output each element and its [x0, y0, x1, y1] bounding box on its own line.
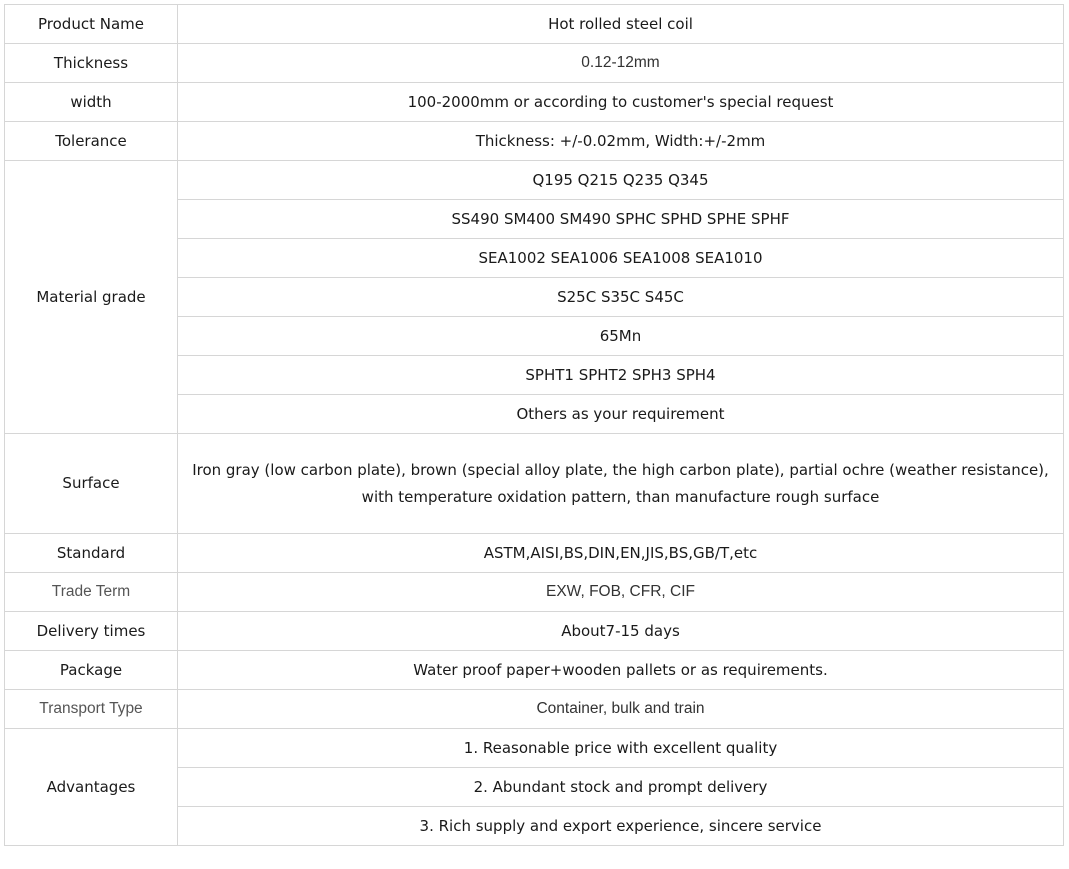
- row-label: Trade Term: [5, 573, 178, 612]
- row-value: Hot rolled steel coil: [178, 5, 1064, 44]
- row-label: Package: [5, 651, 178, 690]
- table-row-thickness: [5, 44, 1064, 83]
- row-label: Transport Type: [5, 690, 178, 729]
- row-value: Iron gray (low carbon plate), brown (special alloy plate, the high carbon plate), partial ochre (weather resistance), with temperature oxidation pattern, than manufacture rough surface: [178, 434, 1064, 534]
- row-label: Delivery times: [5, 612, 178, 651]
- table-row-surface: [5, 434, 1064, 534]
- table-row-tolerance: [5, 122, 1064, 161]
- table-row-delivery-times: [5, 612, 1064, 651]
- row-label: Tolerance: [5, 122, 178, 161]
- material-grade-item: SS490 SM400 SM490 SPHC SPHD SPHE SPHF: [178, 200, 1064, 239]
- table-row-width: [5, 83, 1064, 122]
- row-value: ASTM,AISI,BS,DIN,EN,JIS,BS,GB/T,etc: [178, 534, 1064, 573]
- table-row-material-grade: [5, 161, 1064, 200]
- advantage-item: 1. Reasonable price with excellent quality: [178, 729, 1064, 768]
- row-label: width: [5, 83, 178, 122]
- table-row-advantages: [5, 729, 1064, 768]
- row-value: About7-15 days: [178, 612, 1064, 651]
- row-label: Material grade: [5, 161, 178, 434]
- material-grade-item: 65Mn: [178, 317, 1064, 356]
- row-label: Product Name: [5, 5, 178, 44]
- row-value: 0.12-12mm: [178, 44, 1064, 83]
- table-row-package: [5, 651, 1064, 690]
- material-grade-item: Others as your requirement: [178, 395, 1064, 434]
- row-label: Thickness: [5, 44, 178, 83]
- material-grade-item: S25C S35C S45C: [178, 278, 1064, 317]
- row-label: Advantages: [5, 729, 178, 846]
- row-value: Container, bulk and train: [178, 690, 1064, 729]
- material-grade-item: Q195 Q215 Q235 Q345: [178, 161, 1064, 200]
- row-label: Standard: [5, 534, 178, 573]
- table-row-trade-term: [5, 573, 1064, 612]
- table-row-transport-type: [5, 690, 1064, 729]
- product-spec-table: [4, 4, 1064, 846]
- material-grade-item: SPHT1 SPHT2 SPH3 SPH4: [178, 356, 1064, 395]
- row-label: Surface: [5, 434, 178, 534]
- advantage-item: 3. Rich supply and export experience, sincere service: [178, 807, 1064, 846]
- table-row-product-name: [5, 5, 1064, 44]
- row-value: Thickness: +/-0.02mm, Width:+/-2mm: [178, 122, 1064, 161]
- table-row-standard: [5, 534, 1064, 573]
- row-value: EXW, FOB, CFR, CIF: [178, 573, 1064, 612]
- advantage-item: 2. Abundant stock and prompt delivery: [178, 768, 1064, 807]
- row-value: Water proof paper+wooden pallets or as requirements.: [178, 651, 1064, 690]
- row-value: 100-2000mm or according to customer's special request: [178, 83, 1064, 122]
- material-grade-item: SEA1002 SEA1006 SEA1008 SEA1010: [178, 239, 1064, 278]
